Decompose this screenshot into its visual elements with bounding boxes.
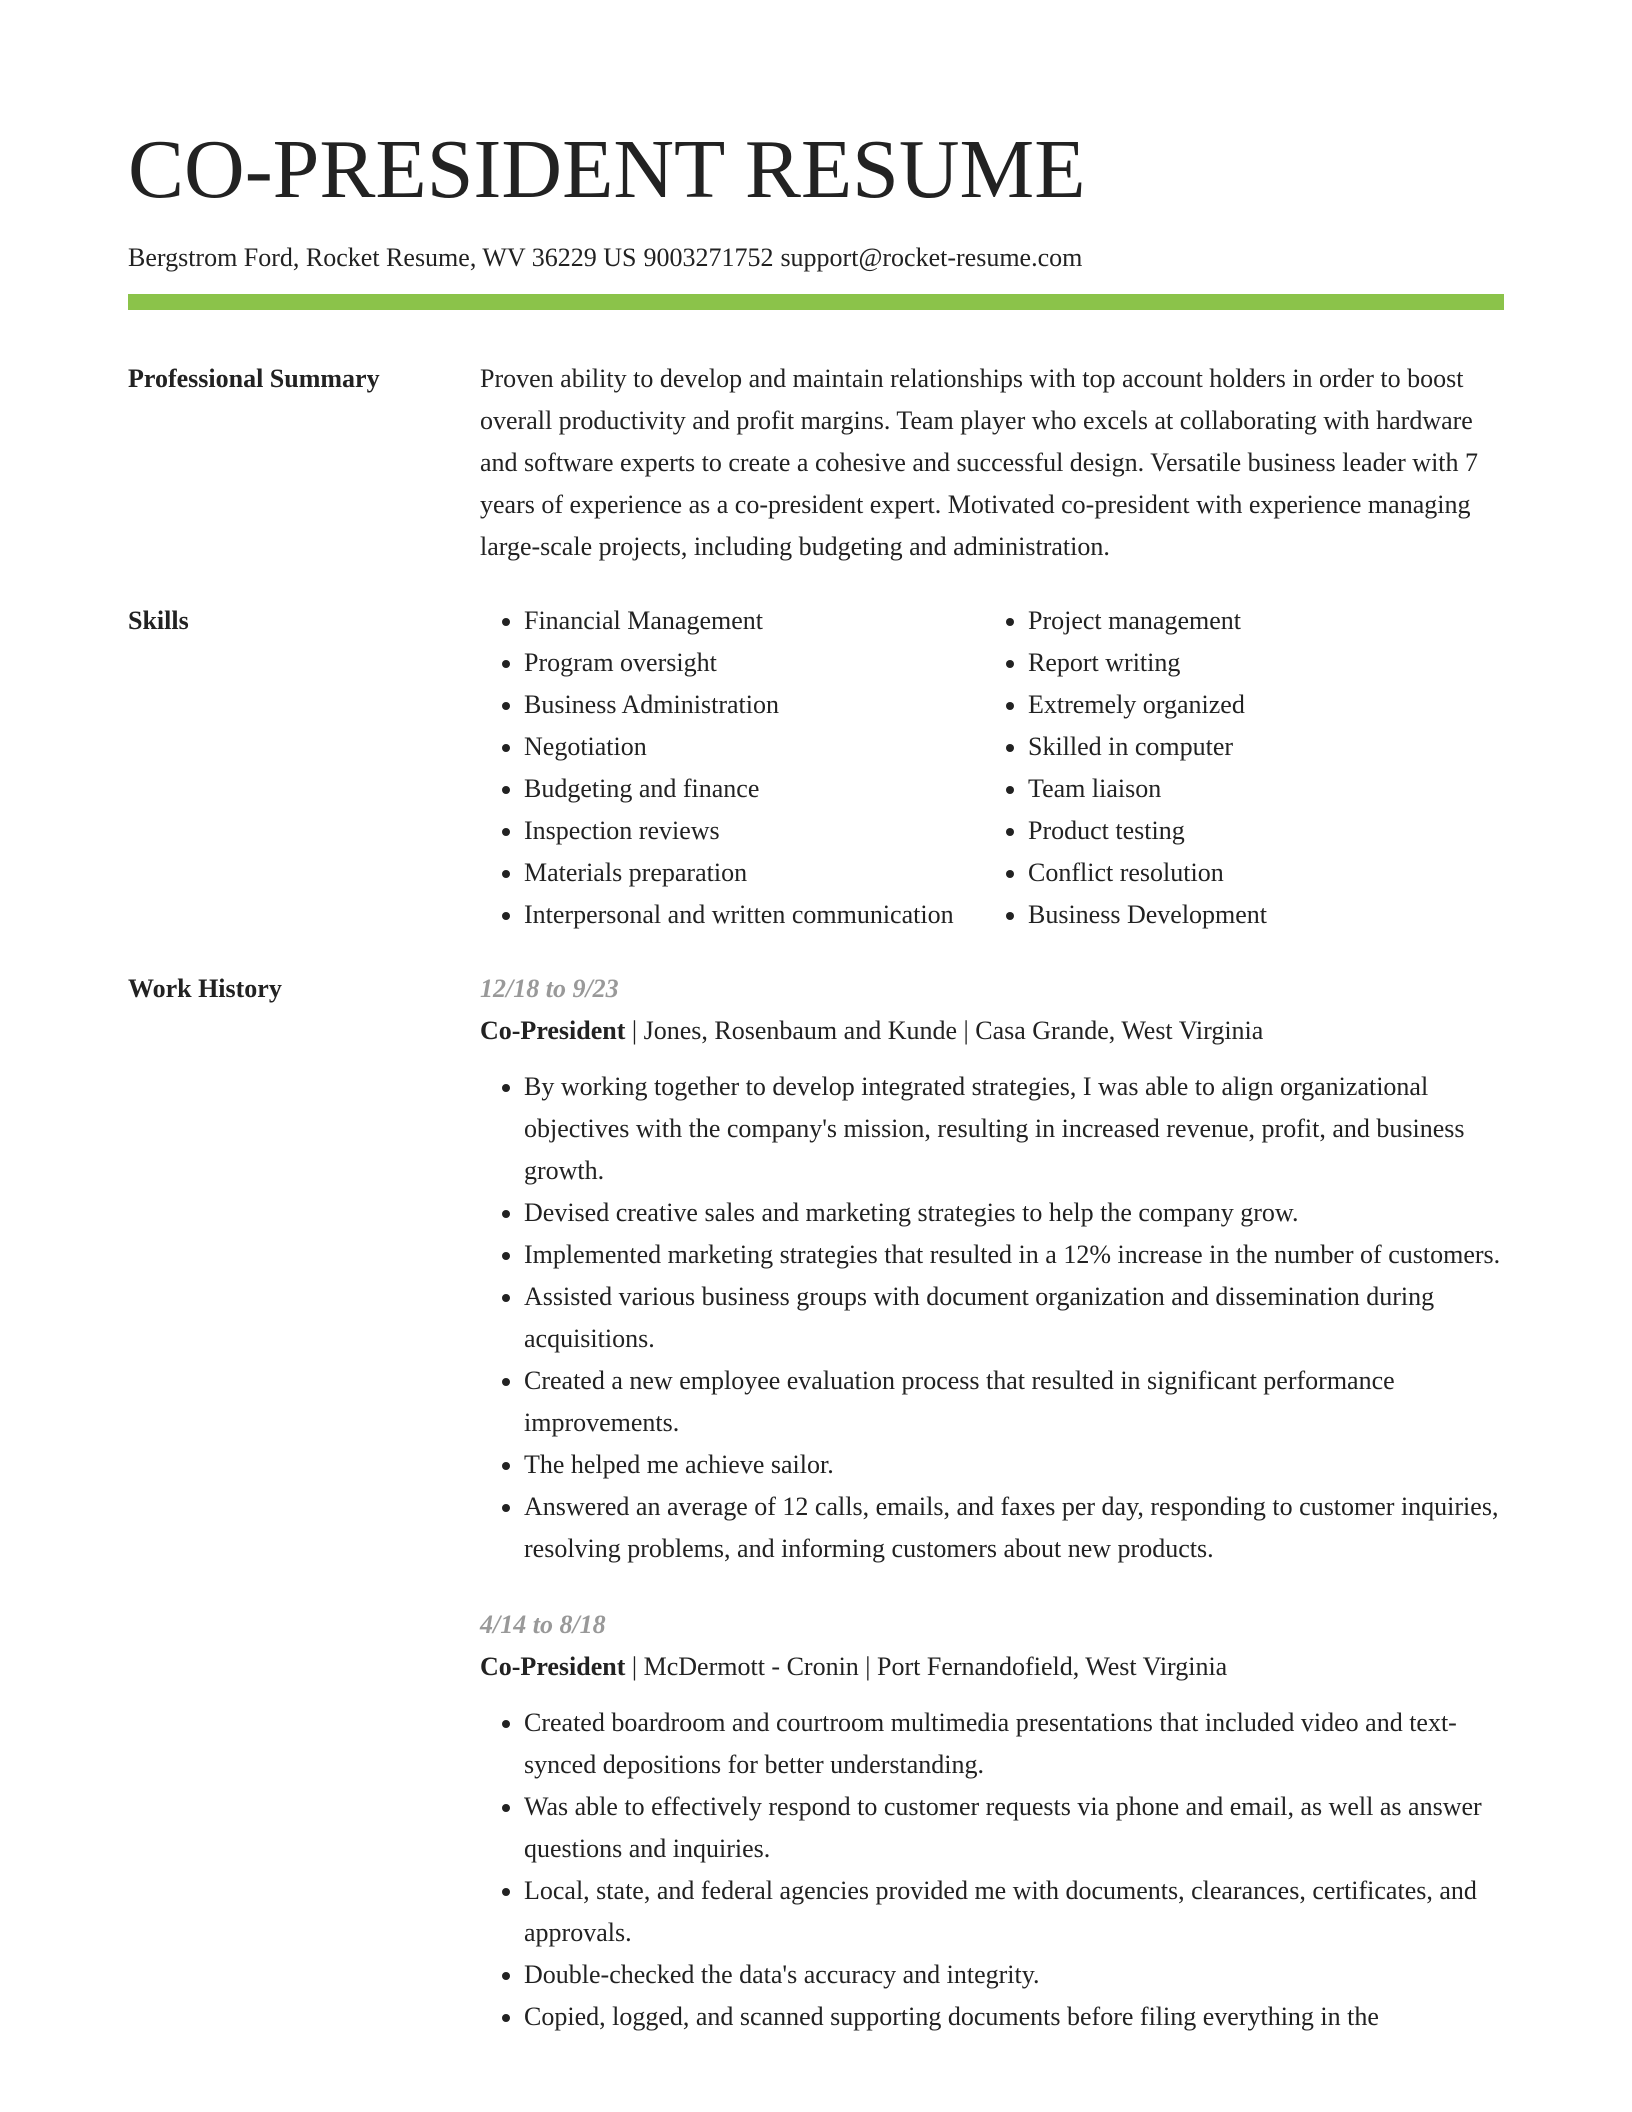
job-location: Casa Grande, West Virginia: [975, 1016, 1264, 1045]
resume-title: CO-PRESIDENT RESUME: [128, 123, 1086, 216]
job-location: Port Fernandofield, West Virginia: [877, 1652, 1228, 1681]
contact-line: [128, 242, 1504, 274]
job-separator: |: [625, 1652, 644, 1681]
contact-email: support@rocket-resume.com: [780, 243, 1083, 272]
summary-text: Proven ability to develop and maintain relationships with top account holders in order to boost overall productivity and profit margins. Team player who excels at collaborating with hardware and software experts to create a cohesive and successful design. Versatile business leader with 7 years of experience as a co-president expert. Motivated co-president with experience managing large-scale projects, including budgeting and administration.: [480, 364, 1479, 561]
job-heading: [480, 1010, 1504, 1052]
job-bullet: • The helped me achieve sailor.: [524, 1444, 1504, 1486]
job-bullets: [480, 1702, 1504, 2038]
skills-grid: [480, 600, 1504, 936]
job-date: 12/18 to 9/23: [480, 974, 619, 1003]
job-bullet: • Assisted various business groups with document organization and dissemination during acquisitions.: [524, 1276, 1504, 1360]
job-heading: [480, 1646, 1504, 1688]
work-history-heading: Work History: [128, 974, 282, 1003]
skill-item: • Interpersonal and written communication: [524, 894, 984, 936]
job-separator: |: [858, 1652, 878, 1681]
header-divider: [128, 294, 1504, 310]
skill-item: • Budgeting and finance: [524, 768, 984, 810]
summary-heading: Professional Summary: [128, 364, 380, 393]
job-bullet: • By working together to develop integrated strategies, I was able to align organizational objectives with the company's mission, resulting in increased revenue, profit, and business growth.: [524, 1066, 1504, 1192]
skills-list-left: [480, 600, 984, 936]
work-history-section: [128, 968, 1504, 2038]
summary-section: [128, 358, 1504, 568]
contact-address: Bergstrom Ford, Rocket Resume, WV 36229 US: [128, 243, 637, 272]
job-title: Co-President: [480, 1016, 626, 1045]
skill-item: • Inspection reviews: [524, 810, 984, 852]
skill-item: • Product testing: [1028, 810, 1448, 852]
job-separator: |: [625, 1016, 644, 1045]
skill-item: • Project management: [1028, 600, 1448, 642]
skills-section: [128, 600, 1504, 936]
job-bullet: • Created a new employee evaluation process that resulted in significant performance improvements.: [524, 1360, 1504, 1444]
skills-list-right: [984, 600, 1448, 936]
contact-phone: 9003271752: [643, 243, 774, 272]
job-separator: |: [957, 1016, 976, 1045]
jobs-list: [480, 968, 1504, 2038]
skill-item: • Financial Management: [524, 600, 984, 642]
job-bullet: • Double-checked the data's accuracy and integrity.: [524, 1954, 1504, 1996]
job-bullet: • Copied, logged, and scanned supporting documents before filing everything in the: [524, 1996, 1504, 2038]
job-bullet: • Was able to effectively respond to customer requests via phone and email, as well as answer questions and inquiries.: [524, 1786, 1504, 1870]
job-bullet: • Devised creative sales and marketing strategies to help the company grow.: [524, 1192, 1504, 1234]
skill-item: • Negotiation: [524, 726, 984, 768]
skill-item: • Report writing: [1028, 642, 1448, 684]
skill-item: • Skilled in computer: [1028, 726, 1448, 768]
skill-item: • Conflict resolution: [1028, 852, 1448, 894]
job-entry: [480, 1604, 1504, 2038]
skill-item: • Extremely organized: [1028, 684, 1448, 726]
job-entry: [480, 968, 1504, 1570]
skills-heading: Skills: [128, 606, 189, 635]
job-date: 4/14 to 8/18: [480, 1610, 606, 1639]
job-bullet: • Answered an average of 12 calls, emails, and faxes per day, responding to customer inquiries, resolving problems, and informing customers about new products.: [524, 1486, 1504, 1570]
skill-item: • Materials preparation: [524, 852, 984, 894]
job-company: Jones, Rosenbaum and Kunde: [643, 1016, 958, 1045]
resume-page: [128, 124, 1504, 2038]
job-bullet: • Local, state, and federal agencies provided me with documents, clearances, certificates, and approvals.: [524, 1870, 1504, 1954]
job-title: Co-President: [480, 1652, 626, 1681]
job-company: McDermott - Cronin: [643, 1652, 859, 1681]
skill-item: • Business Development: [1028, 894, 1448, 936]
skill-item: • Program oversight: [524, 642, 984, 684]
job-bullet: • Implemented marketing strategies that resulted in a 12% increase in the number of customers.: [524, 1234, 1504, 1276]
job-bullets: [480, 1066, 1504, 1570]
job-bullet: • Created boardroom and courtroom multimedia presentations that included video and text-synced depositions for better understanding.: [524, 1702, 1504, 1786]
skill-item: • Business Administration: [524, 684, 984, 726]
skill-item: • Team liaison: [1028, 768, 1448, 810]
